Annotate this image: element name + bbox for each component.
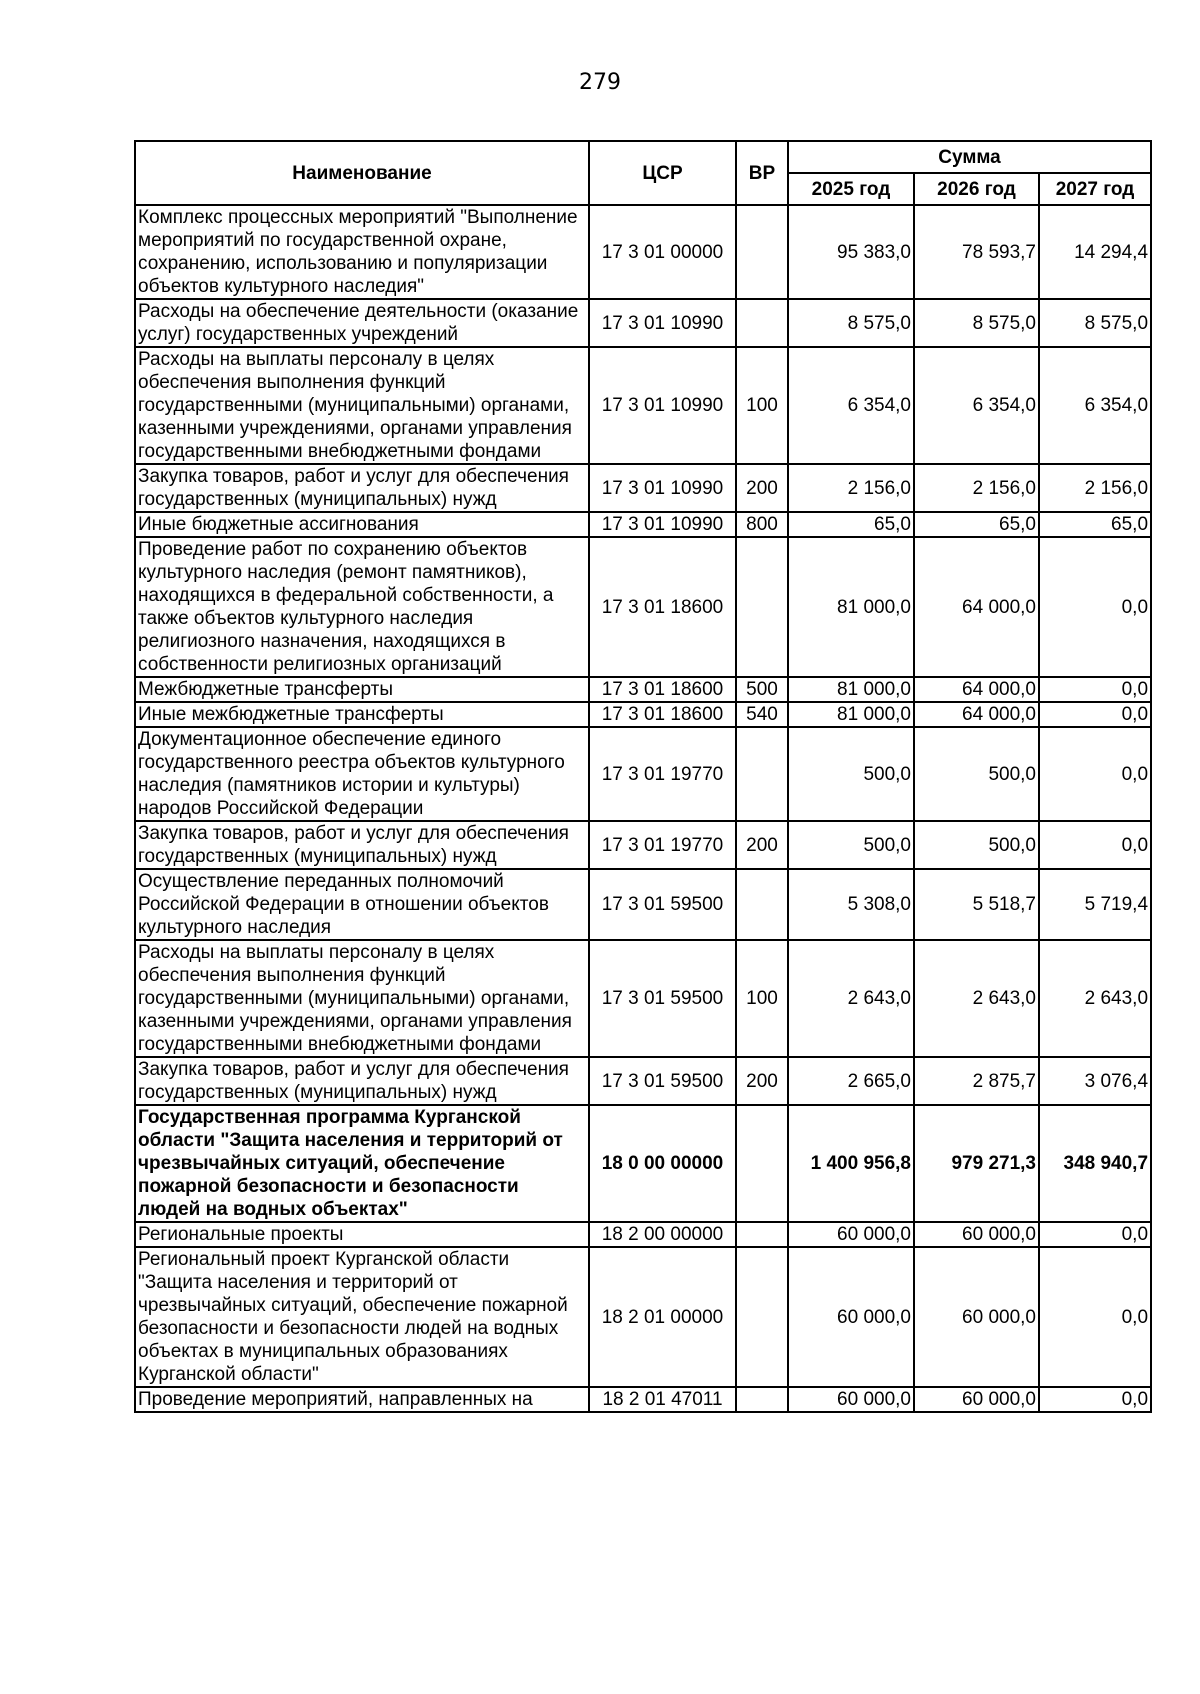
- row-sum-2025: 2 665,0: [788, 1057, 914, 1105]
- row-sum-2026: 2 156,0: [914, 464, 1039, 512]
- row-csr: 17 3 01 00000: [589, 205, 736, 299]
- row-vr: 200: [736, 464, 788, 512]
- row-sum-2026: 60 000,0: [914, 1247, 1039, 1387]
- budget-table: [134, 140, 1152, 1413]
- row-sum-2027: 5 719,4: [1039, 869, 1151, 940]
- row-sum-2027: 65,0: [1039, 512, 1151, 537]
- row-name: Межбюджетные трансферты: [135, 677, 589, 702]
- row-sum-2025: 81 000,0: [788, 702, 914, 727]
- row-vr: 200: [736, 1057, 788, 1105]
- row-csr: 17 3 01 18600: [589, 537, 736, 677]
- header-csr: ЦСР: [589, 141, 736, 205]
- row-csr: 18 2 00 00000: [589, 1222, 736, 1247]
- header-sum: Сумма: [788, 141, 1151, 173]
- row-sum-2027: 2 643,0: [1039, 940, 1151, 1057]
- row-sum-2027: 0,0: [1039, 1387, 1151, 1412]
- table-body: [135, 205, 1151, 1412]
- row-sum-2025: 65,0: [788, 512, 914, 537]
- row-csr: 17 3 01 10990: [589, 347, 736, 464]
- table-row: [135, 512, 1151, 537]
- table-row: [135, 347, 1151, 464]
- row-sum-2025: 8 575,0: [788, 299, 914, 347]
- page-number: 279: [579, 70, 621, 95]
- table-row: [135, 464, 1151, 512]
- row-sum-2026: 60 000,0: [914, 1387, 1039, 1412]
- header-year-2027: 2027 год: [1039, 173, 1151, 205]
- row-name: Документационное обеспечение единого государственного реестра объектов культурного наследия (памятников истории и культуры) народов Российской Федерации: [135, 727, 589, 821]
- row-sum-2026: 2 875,7: [914, 1057, 1039, 1105]
- row-csr: 17 3 01 10990: [589, 512, 736, 537]
- row-name: Закупка товаров, работ и услуг для обеспечения государственных (муниципальных) нужд: [135, 821, 589, 869]
- row-csr: 17 3 01 59500: [589, 869, 736, 940]
- row-sum-2026: 60 000,0: [914, 1222, 1039, 1247]
- row-sum-2026: 64 000,0: [914, 702, 1039, 727]
- row-sum-2026: 78 593,7: [914, 205, 1039, 299]
- row-vr: [736, 1222, 788, 1247]
- row-vr: [736, 1247, 788, 1387]
- table-row: [135, 537, 1151, 677]
- row-sum-2027: 0,0: [1039, 1247, 1151, 1387]
- row-csr: 17 3 01 10990: [589, 299, 736, 347]
- row-sum-2027: 14 294,4: [1039, 205, 1151, 299]
- row-sum-2027: 8 575,0: [1039, 299, 1151, 347]
- table-row: [135, 821, 1151, 869]
- row-name: Иные межбюджетные трансферты: [135, 702, 589, 727]
- row-sum-2025: 2 156,0: [788, 464, 914, 512]
- row-sum-2026: 64 000,0: [914, 677, 1039, 702]
- row-sum-2026: 2 643,0: [914, 940, 1039, 1057]
- table-row: [135, 205, 1151, 299]
- table-row: [135, 727, 1151, 821]
- row-sum-2025: 1 400 956,8: [788, 1105, 914, 1222]
- row-sum-2027: 0,0: [1039, 1222, 1151, 1247]
- row-sum-2025: 60 000,0: [788, 1222, 914, 1247]
- row-sum-2027: 6 354,0: [1039, 347, 1151, 464]
- row-sum-2027: 3 076,4: [1039, 1057, 1151, 1105]
- row-sum-2025: 6 354,0: [788, 347, 914, 464]
- row-name: Расходы на выплаты персоналу в целях обеспечения выполнения функций государственными (муниципальными) органами, казенными учреждениями, органами управления государственными внебюджетными фондами: [135, 347, 589, 464]
- table-row: [135, 299, 1151, 347]
- row-vr: 100: [736, 347, 788, 464]
- row-sum-2027: 0,0: [1039, 727, 1151, 821]
- row-name: Региональные проекты: [135, 1222, 589, 1247]
- row-name: Государственная программа Курганской области "Защита населения и территорий от чрезвычайных ситуаций, обеспечение пожарной безопасности и безопасности людей на водных объектах": [135, 1105, 589, 1222]
- row-sum-2026: 6 354,0: [914, 347, 1039, 464]
- table-row: [135, 869, 1151, 940]
- row-name: Закупка товаров, работ и услуг для обеспечения государственных (муниципальных) нужд: [135, 1057, 589, 1105]
- row-name: Осуществление переданных полномочий Российской Федерации в отношении объектов культурного наследия: [135, 869, 589, 940]
- row-name: Комплекс процессных мероприятий "Выполнение мероприятий по государственной охране, сохранению, использованию и популяризации объектов культурного наследия": [135, 205, 589, 299]
- row-vr: [736, 1105, 788, 1222]
- table-row: [135, 702, 1151, 727]
- row-name: Иные бюджетные ассигнования: [135, 512, 589, 537]
- row-sum-2025: 500,0: [788, 821, 914, 869]
- row-vr: 100: [736, 940, 788, 1057]
- row-sum-2026: 500,0: [914, 821, 1039, 869]
- row-name: Проведение мероприятий, направленных на: [135, 1387, 589, 1412]
- row-vr: [736, 869, 788, 940]
- row-vr: 540: [736, 702, 788, 727]
- row-vr: [736, 205, 788, 299]
- row-sum-2026: 8 575,0: [914, 299, 1039, 347]
- row-csr: 18 2 01 47011: [589, 1387, 736, 1412]
- header-vr: ВР: [736, 141, 788, 205]
- row-sum-2025: 60 000,0: [788, 1387, 914, 1412]
- row-sum-2026: 64 000,0: [914, 537, 1039, 677]
- row-sum-2025: 81 000,0: [788, 537, 914, 677]
- row-csr: 17 3 01 59500: [589, 1057, 736, 1105]
- table-row: [135, 1247, 1151, 1387]
- row-csr: 17 3 01 19770: [589, 727, 736, 821]
- row-vr: [736, 727, 788, 821]
- row-name: Расходы на обеспечение деятельности (оказание услуг) государственных учреждений: [135, 299, 589, 347]
- row-name: Закупка товаров, работ и услуг для обеспечения государственных (муниципальных) нужд: [135, 464, 589, 512]
- row-csr: 17 3 01 18600: [589, 677, 736, 702]
- row-csr: 17 3 01 18600: [589, 702, 736, 727]
- row-name: Проведение работ по сохранению объектов культурного наследия (ремонт памятников), находящихся в федеральной собственности, а также объектов культурного наследия религиозного назначения, находящихся в собственности религиозных организаций: [135, 537, 589, 677]
- row-sum-2026: 979 271,3: [914, 1105, 1039, 1222]
- table-row: [135, 1105, 1151, 1222]
- row-csr: 18 2 01 00000: [589, 1247, 736, 1387]
- row-sum-2027: 0,0: [1039, 702, 1151, 727]
- row-sum-2025: 60 000,0: [788, 1247, 914, 1387]
- row-sum-2025: 500,0: [788, 727, 914, 821]
- row-csr: 17 3 01 10990: [589, 464, 736, 512]
- row-sum-2026: 500,0: [914, 727, 1039, 821]
- row-sum-2026: 65,0: [914, 512, 1039, 537]
- row-sum-2025: 81 000,0: [788, 677, 914, 702]
- row-sum-2025: 5 308,0: [788, 869, 914, 940]
- row-name: Региональный проект Курганской области "Защита населения и территорий от чрезвычайных ситуаций, обеспечение пожарной безопасности и безопасности людей на водных объектах в муниципальных образованиях Курганской области": [135, 1247, 589, 1387]
- row-vr: [736, 537, 788, 677]
- row-sum-2027: 0,0: [1039, 677, 1151, 702]
- row-vr: 200: [736, 821, 788, 869]
- table-row: [135, 940, 1151, 1057]
- row-sum-2027: 2 156,0: [1039, 464, 1151, 512]
- row-csr: 18 0 00 00000: [589, 1105, 736, 1222]
- row-vr: 500: [736, 677, 788, 702]
- row-csr: 17 3 01 59500: [589, 940, 736, 1057]
- table-row: [135, 1057, 1151, 1105]
- header-name: Наименование: [135, 141, 589, 205]
- row-vr: [736, 299, 788, 347]
- header-year-2026: 2026 год: [914, 173, 1039, 205]
- row-sum-2027: 0,0: [1039, 537, 1151, 677]
- row-sum-2026: 5 518,7: [914, 869, 1039, 940]
- row-vr: 800: [736, 512, 788, 537]
- row-sum-2025: 95 383,0: [788, 205, 914, 299]
- row-sum-2027: 0,0: [1039, 821, 1151, 869]
- row-name: Расходы на выплаты персоналу в целях обеспечения выполнения функций государственными (муниципальными) органами, казенными учреждениями, органами управления государственными внебюджетными фондами: [135, 940, 589, 1057]
- table-row: [135, 1387, 1151, 1412]
- row-vr: [736, 1387, 788, 1412]
- row-sum-2027: 348 940,7: [1039, 1105, 1151, 1222]
- row-csr: 17 3 01 19770: [589, 821, 736, 869]
- header-year-2025: 2025 год: [788, 173, 914, 205]
- table-row: [135, 677, 1151, 702]
- table-row: [135, 1222, 1151, 1247]
- row-sum-2025: 2 643,0: [788, 940, 914, 1057]
